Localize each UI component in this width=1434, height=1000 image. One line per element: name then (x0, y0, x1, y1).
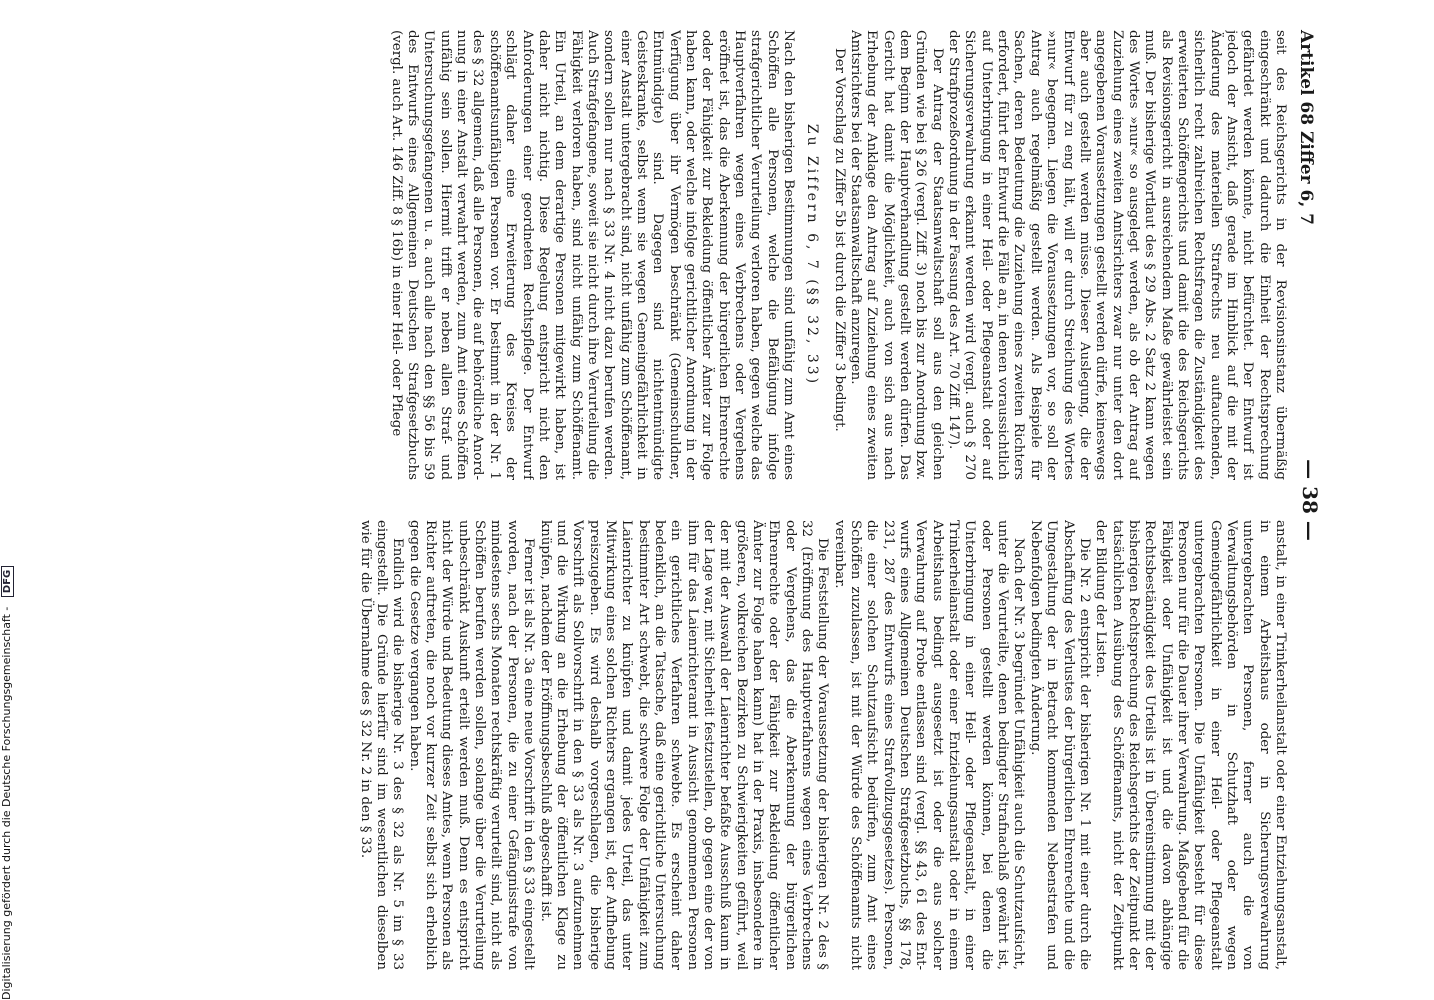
paragraph: seit des Reichsgerichts in der Revisionsinstanz übermäßig eingeschränkt und dadurch die Einheit der Rechtsprechung gefährdet werden könnte, nicht befürchtet. Der Entwurf ist jedoch der Ansicht, daß gerade im Hinblick auf die mit der Änderung des materiellen Strafrechts neu auftauchenden, sicherlich recht zahlreichen Rechtsfragen die Zuständigkeit des erweiterten Schöffengerichts und damit die des Reichsgerichts als Revisionsgericht in ausreichendem Maße gewährleistet sein muß. Der bisherige Wortlaut des § 29 Abs. 2 Satz 2 kann wegen des Wortes »nur« so ausgelegt werden, als ob der Antrag auf Zuziehung eines zweiten Amtsrichters zwar nur unter den dort angegebenen Voraussetzungen gestellt werden dürfe, keineswegs aber auch gestellt werden müsse. Dieser Auslegung, die der Entwurf für zu eng hält, will er durch Streichung des Wortes »nur« begegnen. Liegen die Voraussetzungen vor, so soll der Antrag auch regelmäßig gestellt werden. Als Beispiele für Sachen, deren Bedeutung die Zuziehung eines zweiten Richters erfordert, führt der Entwurf die Fälle an, in denen voraussichtlich auf Unterbringung in einer Heil- oder Pflegeanstalt oder auf Sicherungsverwahrung erkannt werden wird (vergl. auch § 270 der Strafprozeßordnung in der Fassung des Art. 70 Ziff. 147). (946, 30, 1288, 480)
digitization-note (0, 0, 26, 1000)
paragraph: Endlich wird die bisherige Nr. 3 des § 32 als Nr. 5 im § 33 eingestellt. Die Gründe hierfür sind im wesentlichen dieselben wie für die Übernahme des § 32 Nr. 2 in den § 33. (357, 520, 406, 970)
paragraph: Der Vorschlag zu Ziffer 5b ist durch die Ziffer 3 bedingt. (831, 48, 847, 432)
scanned-page (130, 0, 1330, 1000)
digitization-note-text: Digitalisierung gefördert durch die Deutsche Forschungsgemeinschaft - (0, 606, 13, 1000)
left-column (138, 30, 1288, 480)
paragraph: anstalt, in einer Trinkerheilanstalt oder einer Entziehungsanstalt, in einem Arbeitshaus oder in Sicherungsverwahrung untergebrachten Personen, ferner auch die von Verwaltungsbehörden in Schutzhaft oder wegen Gemeingefährlichkeit in einer Heil- oder Pflegeanstalt untergebrachten Personen. Die Unfähigkeit besteht für diese Personen nur für die Dauer ihrer Verwahrung. Maßgebend für die Fähigkeit oder Unfähigkeit ist und die davon abhängige Rechtsbeständigkeit des Urteils ist in Übereinstimmung mit der bisherigen Rechtsprechung des Reichsgerichts der Zeitpunkt der tatsächlichen Ausübung des Schöffenamts, nicht der Zeitpunkt der Bildung der Listen. (1093, 520, 1288, 970)
dfg-logo: DFG (1, 566, 14, 597)
running-head (1294, 30, 1322, 970)
paragraph: Ferner ist als Nr. 3a eine neue Vorschrift in den § 33 eingestellt worden, nach der Personen, die zu einer Gefängnisstrafe von mindestens sechs Monaten rechtskräftig verurteilt sind, nicht als Schöffen berufen werden sollen, solange über die Verurteilung unbeschränkt Auskunft erteilt werden muß. Denn es entspricht nicht der Würde und Bedeutung dieses Amtes, wenn Personen als Richter auftreten, die noch vor kurzer Zeit selbst sich erheblich gegen die Gesetze vergangen haben. (406, 520, 537, 970)
paragraph: Der Antrag der Staatsanwaltschaft soll aus den gleichen Gründen wie bei § 26 (vergl. Ziff. 3) noch bis zur Anordnung bzw. dem Beginn der Hauptverhandlung gestellt werden dürfen. Das Gericht hat damit die Möglichkeit, auch von sich aus nach Erhebung der Anklage den Antrag auf Zuziehung eines zweiten Amtsrichters bei der Staatsanwaltschaft anzuregen. (848, 30, 945, 480)
paragraph: Die Nr. 2 entspricht der bisherigen Nr. 1 mit einer durch die Abschaffung des Verlustes der bürgerlichen Ehrenrechte und die Umgestaltung der in Betracht kommenden Nebenstrafen und Nebenfolgen bedingten Änderung. (1027, 520, 1092, 970)
page-content (130, 0, 1330, 1000)
page-number: — 38 — (1298, 459, 1322, 541)
section-heading: Zu Ziffern 6, 7 (§§ 32, 33) (804, 123, 821, 387)
paragraph: Die Feststellung der Voraussetzung der bisherigen Nr. 2 des § 32 (Eröffnung des Hauptverfahrens wegen eines Verbrechens oder Vergehens, das die Aberkennung der bürgerlichen Ehrenrechte oder der Fähigkeit zur Bekleidung öffentlicher Ämter zur Folge haben kann) hat in der Praxis, insbesondere in größeren, volkreichen Bezirken zu Schwierigkeiten geführt, weil der mit der Auswahl der Laienrichter befaßte Ausschuß kaum in der Lage war, mit Sicherheit festzustellen, ob gegen eine der von ihm für das Laienrichteramt in Aussicht genommenen Personen ein gerichtliches Verfahren schwebte. Es erscheint daher bedenklich, an die Tatsache, daß eine gerichtliche Untersuchung bestimmter Art schwebt, die schwere Folge der Unfähigkeit zum Laienrichter zu knüpfen und damit jedes Urteil, das unter Mitwirkung eines solchen Richters ergangen ist, der Aufhebung preiszugeben. Es wird deshalb vorgeschlagen, die bisherige Vorschrift als Sollvorschrift in den § 33 als Nr. 3 aufzunehmen und die Wirkung an die Erhebung der öffentlichen Klage zu knüpfen, nachdem der Eröffnungsbeschluß abgeschafft ist. (537, 520, 831, 970)
paragraph: Nach den bisherigen Bestimmungen sind unfähig zum Amt eines Schöffen alle Personen, welche die Befähigung infolge strafgerichtlicher Verurteilung verloren haben, gegen welche das Hauptverfahren wegen eines Verbrechens oder Vergehens eröffnet ist, das die Aberkennung der bürgerlichen Ehrenrechte oder der Fähigkeit zur Bekleidung öffentlicher Ämter zur Folge haben kann, oder welche infolge gerichtlicher Anordnung in der Verfügung über ihr Vermögen beschränkt (Gemeinschuldner, Entmündigte) sind. Dagegen sind nichtentmündigte Geisteskranke, selbst wenn sie wegen Gemeingefährlichkeit in einer Anstalt untergebracht sind, nicht unfähig zum Schöffenamt, sondern sollen nur nach § 33 Nr. 4 nicht dazu berufen werden. Auch Strafgefangene, soweit sie nicht durch ihre Verurteilung die Fähigkeit verloren haben, sind nicht unfähig zum Schöffenamt. Ein Urteil, an dem derartige Personen mitgewirkt haben, ist daher nicht nichtig. Diese Regelung entspricht nicht den Anforderungen einer geordneten Rechtspflege. Der Entwurf schlägt daher eine Erweiterung des Kreises der schöffenamtsunfähigen Personen vor. Er bestimmt in der Nr. 1 des § 32 allgemein, daß alle Personen, die auf behördliche Anordnung in einer Anstalt verwahrt werden, zum Amt eines Schöffen unfähig sein sollen. Hiermit trifft er neben allen Straf- und Untersuchungsgefangenen u. a. auch alle nach den §§ 56 bis 59 des Entwurfs eines Allgemeinen Deutschen Strafgesetzbuchs (vergl. auch Art. 146 Ziff. 8 § 16b) in einer Heil- oder Pflege (388, 30, 797, 480)
running-head-article: Artikel 68 Ziffer 6, 7 (1296, 30, 1316, 226)
right-column (138, 520, 1288, 970)
paragraph: Nach der Nr. 3 begründet Unfähigkeit auch die Schutzaufsicht, unter die Verurteilte, denen bedingter Strafnachlaß gewährt ist, oder Personen gestellt werden können, bei denen die Unterbringung in einer Heil- oder Pflegeanstalt, in einer Trinkerheilanstalt oder einer Entziehungsanstalt oder in einem Arbeitshaus bedingt ausgesetzt ist oder die aus solcher Verwahrung auf Probe entlassen sind (vergl. §§ 43, 61 des Entwurfs eines Allgemeinen Deutschen Strafgesetzbuchs, §§ 178, 231, 287 des Entwurfs eines Strafvollzugsgesetzes). Personen, die einer solchen Schutzaufsicht bedürfen, zum Amt eines Schöffen zuzulassen, ist mit der Würde des Schöffenamts nicht vereinbar. (831, 520, 1027, 970)
